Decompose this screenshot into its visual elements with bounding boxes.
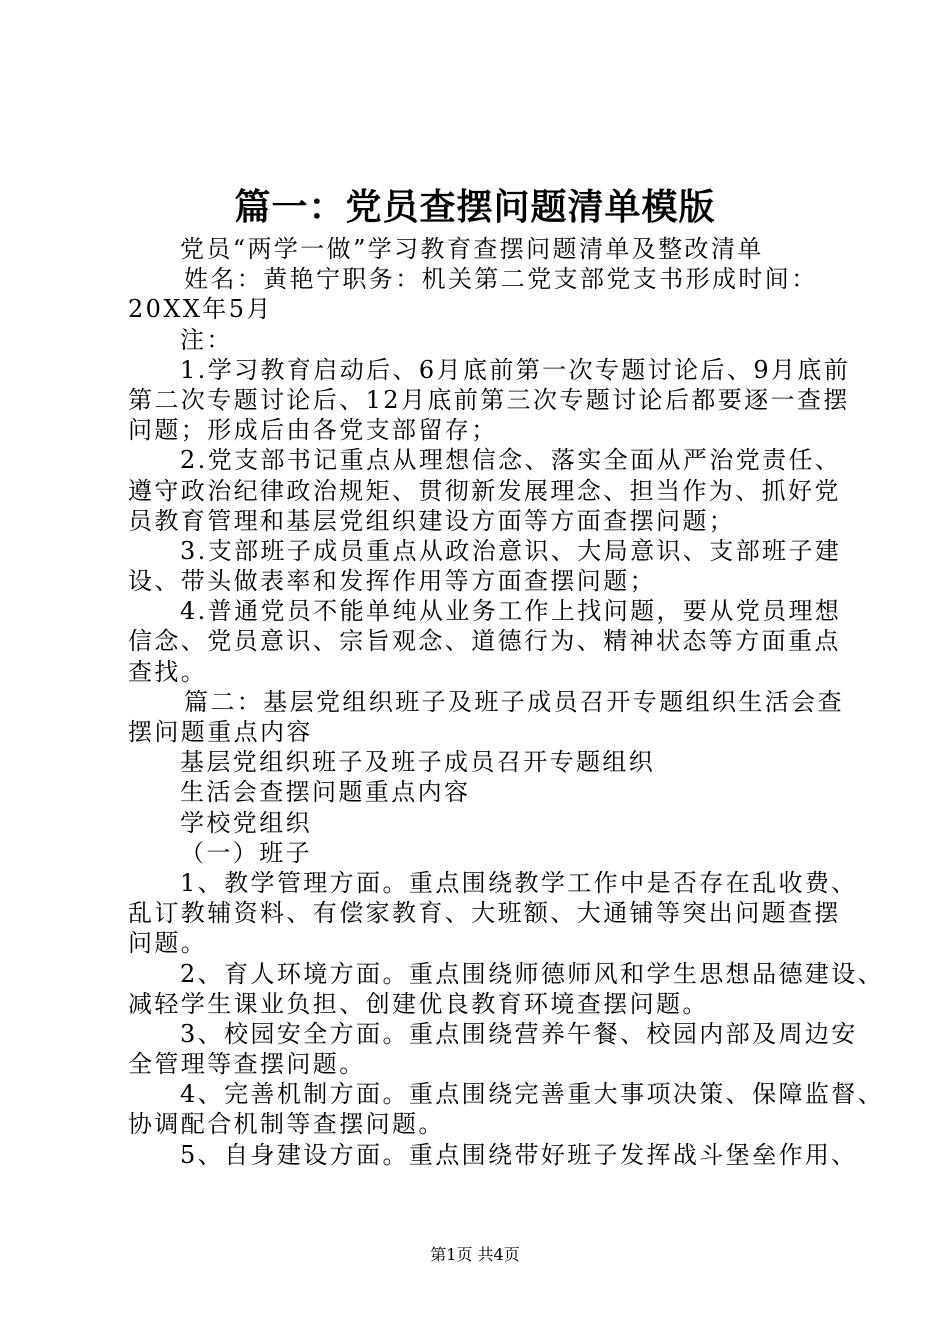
text-line: 篇二：基层党组织班子及班子成员召开专题组织生活会查 <box>184 687 844 716</box>
text-line: 遵守政治纪律政治规矩、贯彻新发展理念、担当作为、抓好党 <box>128 476 841 505</box>
text-line: 乱订教辅资料、有偿家教育、大班额、大通铺等突出问题查摆 <box>128 899 841 928</box>
text-line: 1.学习教育启动后、6月底前第一次专题讨论后、9月底前 <box>180 355 851 384</box>
text-line: 3.支部班子成员重点从政治意识、大局意识、支部班子建 <box>180 536 842 565</box>
text-line: 协调配合机制等查摆问题。 <box>128 1110 445 1139</box>
text-line: 20XX年5月 <box>128 295 273 324</box>
text-line: 姓名：黄艳宁职务：机关第二党支部党支书形成时间： <box>184 265 818 294</box>
text-line: 5、自身建设方面。重点围绕带好班子发挥战斗堡垒作用、 <box>180 1140 858 1169</box>
text-line: 设、带头做表率和发挥作用等方面查摆问题； <box>128 567 656 596</box>
text-line: 基层党组织班子及班子成员召开专题组织 <box>180 748 656 777</box>
document-title: 篇一：党员查摆问题清单模版 <box>234 187 716 228</box>
text-line: 问题；形成后由各党支部留存； <box>128 416 498 445</box>
text-line: （一）班子 <box>180 838 312 867</box>
text-line: 1、教学管理方面。重点围绕教学工作中是否存在乱收费、 <box>180 868 858 897</box>
text-line: 第二次专题讨论后、12月底前第三次专题讨论后都要逐一查摆 <box>128 385 850 414</box>
text-line: 4.普通党员不能单纯从业务工作上找问题，要从党员理想 <box>180 597 842 626</box>
text-line: 全管理等查摆问题。 <box>128 1050 366 1079</box>
text-line: 查找。 <box>128 657 208 686</box>
text-line: 注： <box>180 325 233 354</box>
text-line: 4、完善机制方面。重点围绕完善重大事项决策、保障监督、 <box>180 1080 885 1109</box>
text-line: 2、育人环境方面。重点围绕师德师风和学生思想品德建设、 <box>180 959 885 988</box>
text-line: 2.党支部书记重点从理想信念、落实全面从严治党责任、 <box>180 446 842 475</box>
text-line: 信念、党员意识、宗旨观念、道德行为、精神状态等方面重点 <box>128 627 841 656</box>
document-body <box>128 234 885 1170</box>
text-line: 学校党组织 <box>180 808 312 837</box>
text-line: 减轻学生课业负担、创建优良教育环境查摆问题。 <box>128 989 709 1018</box>
text-line: 生活会查摆问题重点内容 <box>180 778 471 807</box>
text-line: 摆问题重点内容 <box>128 718 313 746</box>
text-line: 员教育管理和基层党组织建设方面等方面查摆问题； <box>128 506 736 535</box>
text-line: 3、校园安全方面。重点围绕营养午餐、校园内部及周边安 <box>180 1019 858 1048</box>
page-footer: 第1页 共4页 <box>430 1245 520 1264</box>
text-line: 问题。 <box>128 929 208 958</box>
text-line: 党员“两学一做”学习教育查摆问题清单及整改清单 <box>180 235 764 263</box>
